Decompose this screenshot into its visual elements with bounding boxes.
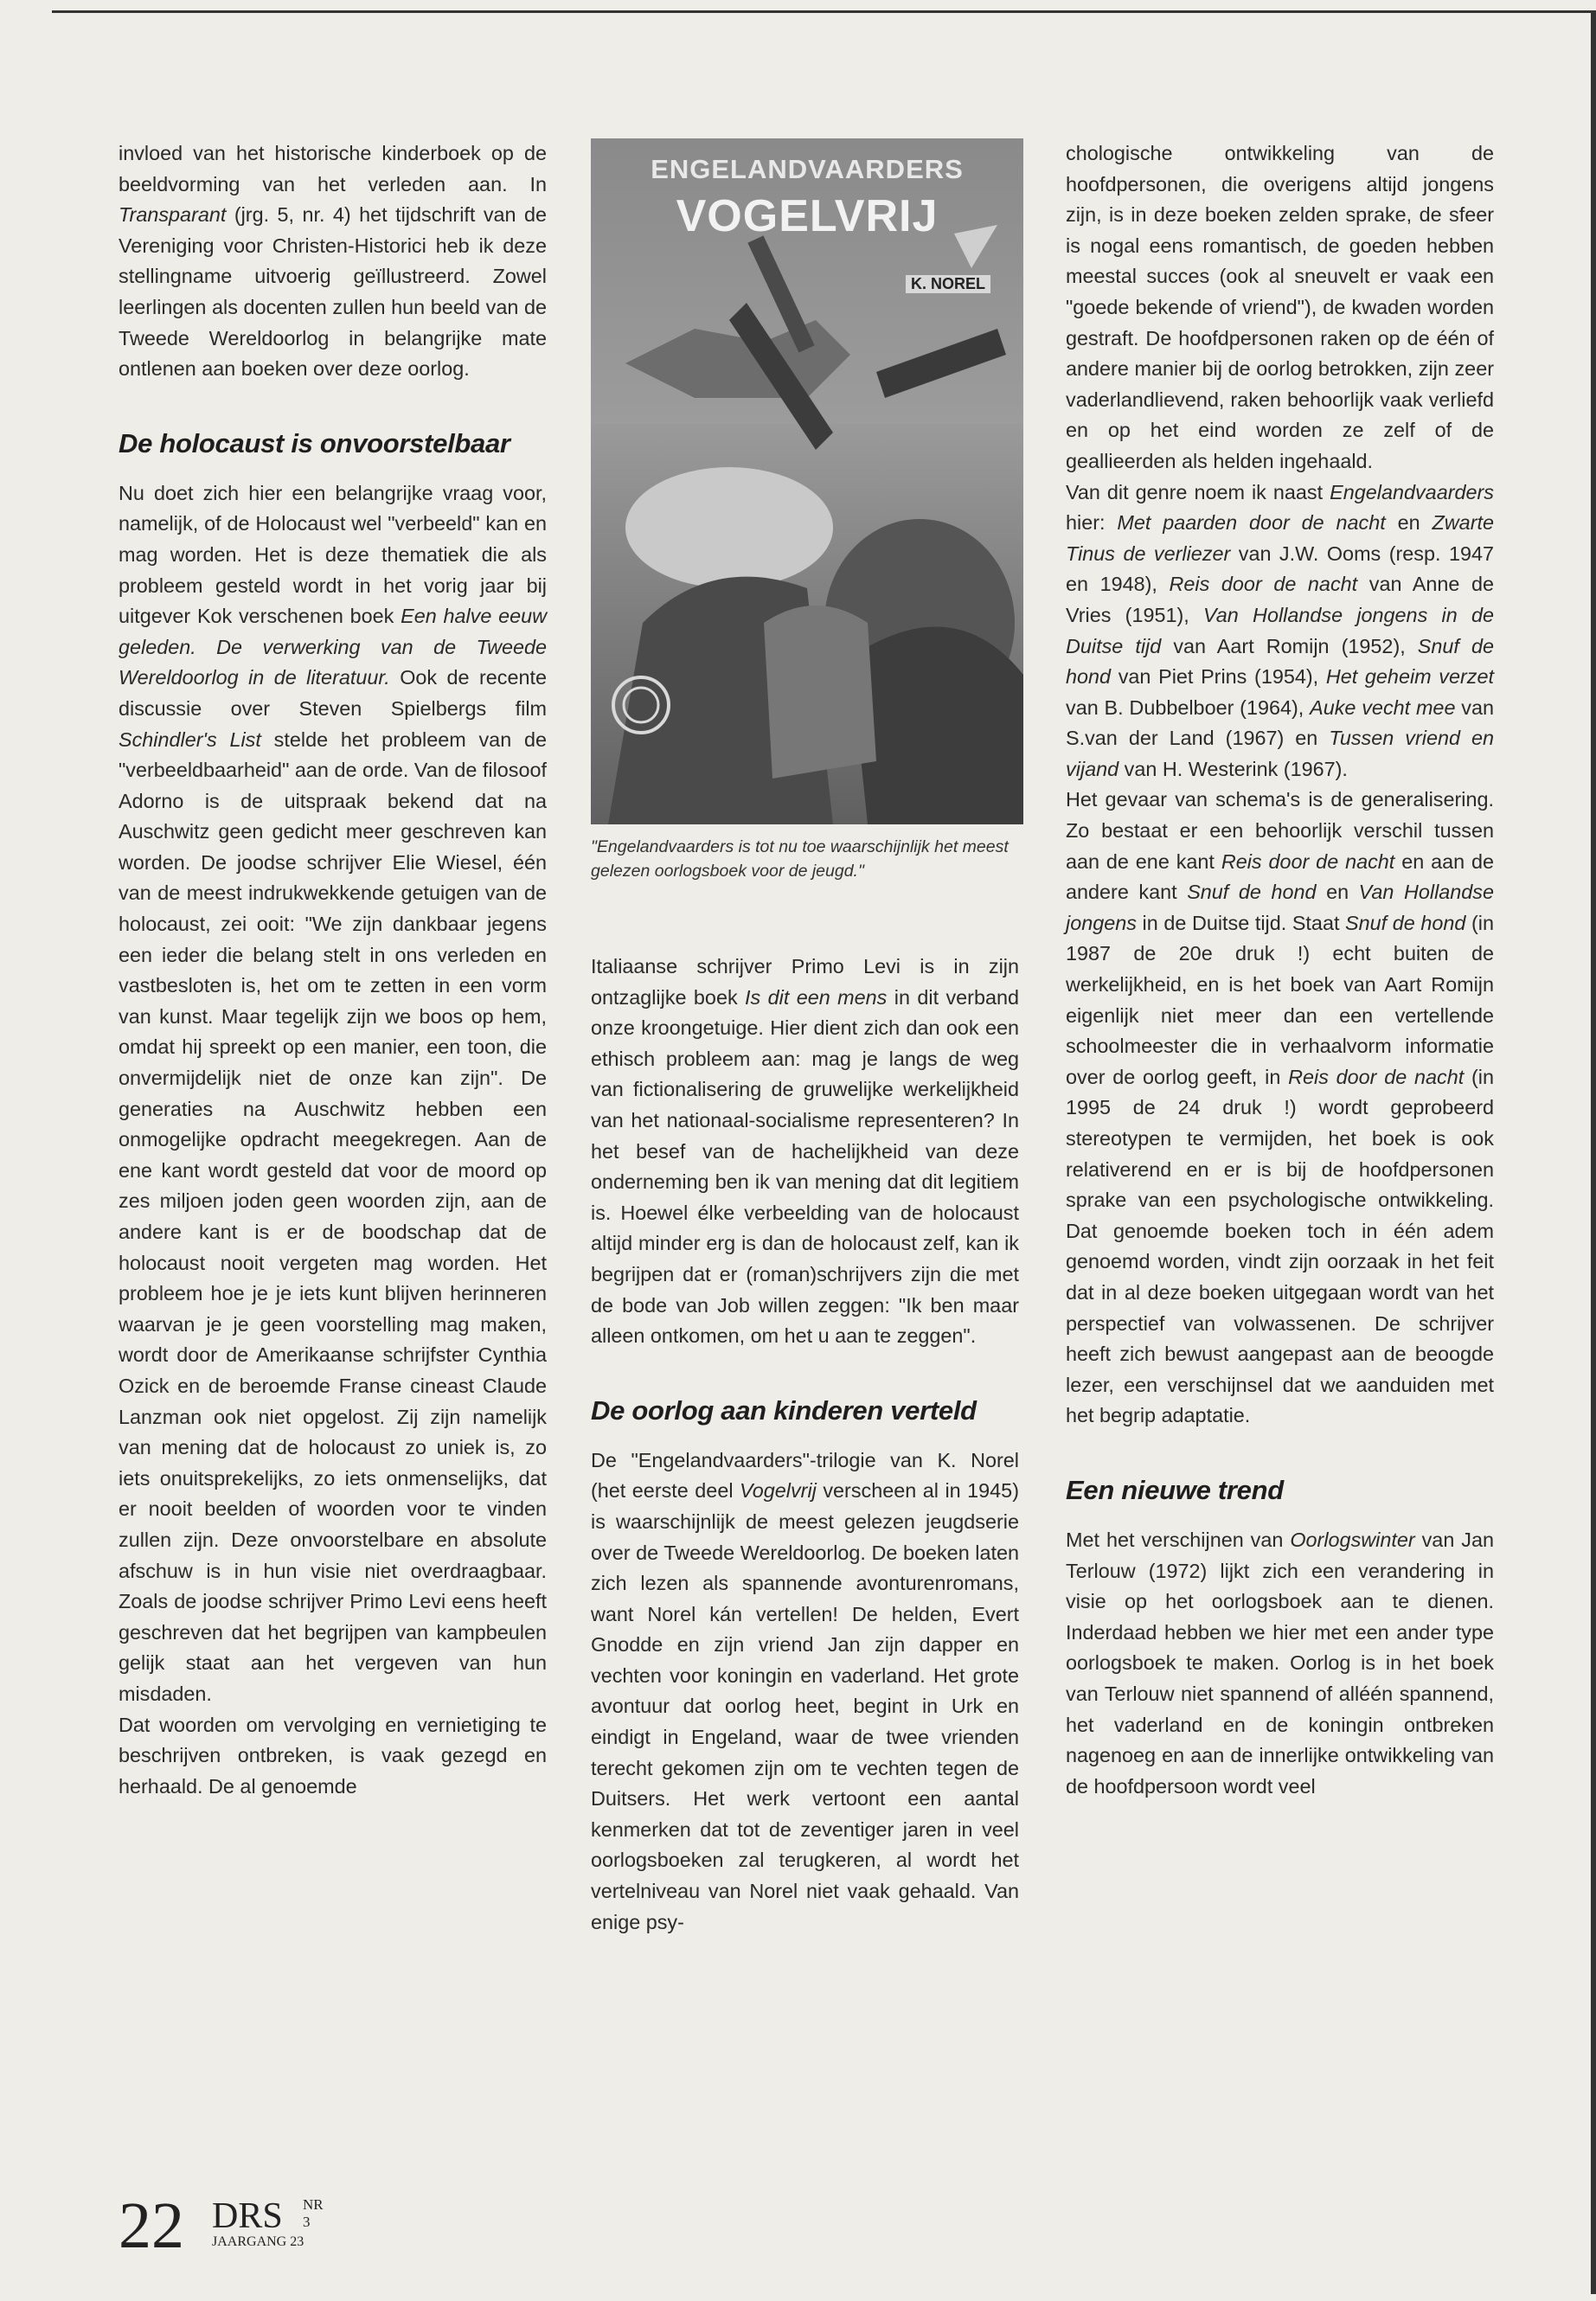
paragraph: Met het verschijnen van Oorlogswinter van Jan Terlouw (1972) lijkt zich een verandering in visie op het oorlogsboek aan te dienen. Inderdaad hebben we hier met een ander type oorlogsboek te maken. Oorlog is in het boek van Terlouw niet spannend of alléén spannend, het vaderland en de koningin ontbreken nagenoeg en aan de innerlijke ontwikkeling van de hoofdpersoon wordt veel — [1066, 1528, 1494, 1798]
paragraph: Het gevaar van schema's is de generalisering. Zo bestaat er een behoorlijk verschil tussen aan de ene kant Reis door de nacht en aan de andere kant Snuf de hond en Van Hollandse jongens in de Duitse tijd. Staat Snuf de hond (in 1987 de 20e druk !) echt buiten de werkelijkheid, en is het boek van Aart Romijn eigenlijk niet meer dan een vertellende schoolmeester die in verhaalvorm informatie over de oorlog geeft, in Reis door de nacht (in 1995 de 24 druk !) wordt geprobeerd stereotypen te vermijden, het boek is ook relativerend en er is bij de hoofdpersonen sprake van een psychologische ontwikkeling. Dat genoemde boeken toch in één adem genoemd worden, vindt zijn oorzaak in het feit dat in al deze boeken uitgegaan wordt van het perspectief van volwassenen. De schrijver heeft zich bewust aangepast aan de beoogde lezer, een verschijnsel dat we aanduiden met het begrip adaptatie. — [1066, 788, 1495, 1427]
paragraph: Italiaanse schrijver Primo Levi is in zijn ontzaglijke boek Is dit een mens in dit verband onze kroongetuige. Hier dient zich dan ook een ethisch probleem aan: mag je langs de weg van fictionalisering de gruwelijke werkelijkheid van het nationaal-socialisme representeren? In het besef van de hachelijkheid van deze onderneming ben ik van mening dat dit legitiem is. Hoewel élke verbeelding van de holocaust altijd minder erg is dan de holocaust zelf, kan ik begrijpen dat er (roman)schrijvers zijn die met de bode van Job willen zeggen: "Ik ben maar alleen ontkomen, om het u aan te zeggen". — [591, 955, 1020, 1348]
magazine-name: DRS — [212, 2196, 283, 2236]
paragraph: chologische ontwikkeling van de hoofdpersonen, die overigens altijd jongens zijn, is in deze boeken zelden sprake, de sfeer is nogal eens romantisch, de goeden hebben meestal succes (ook al sneuvelt er vaak een "goede bekende of vriend"), de kwaden worden gestraft. De hoofdpersonen raken op de één of andere manier bij de oorlog betrokken, zijn zeer vaderlandlievend, raken behoorlijk vaak verliefd en op het eind worden ze zelf of de geallieerden als helden ingehaald. — [1066, 142, 1494, 472]
section-heading-kinderen: De oorlog aan kinderen verteld — [591, 1394, 977, 1426]
issue-number: NR 3 — [303, 2196, 324, 2230]
column-left — [119, 138, 547, 1802]
column-middle — [591, 952, 1019, 1938]
right-edge-rule — [1591, 10, 1596, 2294]
top-rule — [52, 10, 1596, 13]
paragraph: Nu doet zich hier een belangrijke vraag voor, namelijk, of de Holocaust wel "verbeeld" kan en mag worden. Het is deze thematiek die als probleem gesteld wordt in het vorig jaar bij uitgever Kok verschenen boek Een halve eeuw geleden. De verwerking van de Tweede Wereldoorlog in de literatuur. Ook de recente discussie over Steven Spielbergs film Schindler's List stelde het probleem van de "verbeeldbaarheid" aan de orde. Van de filosoof Adorno is de uitspraak bekend dat na Auschwitz geen gedicht meer geschreven kan worden. De joodse schrijver Elie Wiesel, één van de meest indrukwekkende getuigen van de holocaust, zei ooit: "We zijn dankbaar jegens een ieder die belang stelt in ons verleden en vastbesloten is, het om te zetten in een vorm van kunst. Maar tegelijk zijn we boos op hem, omdat hij spreekt op een manier, een toon, die onvermijdelijk niet de onze kan zijn". De generaties na Auschwitz hebben een onmogelijke opdracht meegekregen. Aan de ene kant wordt gesteld dat voor de moord op zes miljoen joden geen woorden zijn, aan de andere kant is er de boodschap dat de holocaust nooit vergeten mag worden. Het probleem hoe je je iets kunt blijven herinneren waarvan je je geen voorstelling mag maken, wordt door de Amerikaanse schrijfster Cynthia Ozick en de beroemde Franse cineast Claude Lanzman ook niet opgelost. Zij zijn namelijk van mening dat de holocaust zo uniek is, zo iets onuitsprekelijks, zo iets onmenselijks, dat er nooit beelden of woorden voor te vinden zullen zijn. Deze onvoorstelbare en absolute afschuw is in hun visie niet overdraagbaar. Zoals de joodse schrijver Primo Levi eens heeft geschreven dat het begrijpen van kampbeulen gelijk staat aan het vergeven van hun misdaden. — [119, 481, 548, 1705]
column-right — [1066, 138, 1494, 1802]
paragraph: Dat woorden om vervolging en vernietiging te beschrijven ontbreken, is vaak gezegd en herhaald. De al genoemde — [119, 1713, 547, 1798]
section-heading-holocaust: De holocaust is onvoorstelbaar — [119, 427, 510, 458]
paragraph: Van dit genre noem ik naast Engelandvaarders hier: Met paarden door de nacht en Zwarte Tinus de verliezer van J.W. Ooms (resp. 1947 en 1948), Reis door de nacht van Anne de Vries (1951), Van Hollandse jongens in de Duitse tijd van Aart Romijn (1952), Snuf de hond van Piet Prins (1954), Het geheim verzet van B. Dubbelboer (1964), Auke vecht mee van S.van der Land (1967) en Tussen vriend en vijand van H. Westerink (1967). — [1066, 480, 1495, 780]
paragraph: invloed van het historische kinderboek op de beeldvorming van het verleden aan. In Transparant (jrg. 5, nr. 4) het tijdschrift van de Vereniging voor Christen-Historici heb ik deze stellingname uitvoerig geïllustreerd. Zowel leerlingen als docenten zullen hun beeld van de Tweede Wereldoorlog in belangrijke mate ontlenen aan boeken over deze oorlog. — [119, 142, 547, 381]
book-cover-image — [591, 138, 1023, 824]
section-heading-trend: Een nieuwe trend — [1066, 1474, 1284, 1505]
page-number: 22 — [119, 2189, 184, 2262]
cover-book-title: VOGELVRIJ — [676, 191, 939, 241]
paragraph: De "Engelandvaarders"-trilogie van K. Norel (het eerste deel Vogelvrij verscheen al in 1945) is waarschijnlijk de meest gelezen jeugdserie over de Tweede Wereldoorlog. De boeken laten zich lezen als spannende avonturenromans, want Norel kán vertellen! De helden, Evert Gnodde en zijn vriend Jan zijn dapper en vechten voor koningin en vaderland. Het grote avontuur dat oorlog heet, begint in Urk en eindigt in Engeland, waar de twee vrienden terecht gekomen zijn om te vechten tegen de Duitsers. Het werk vertoont een aantal kenmerken dat tot de zeventiger jaren in veel oorlogsboeken zal terugkeren, al wordt het vertelniveau van Norel niet vaak gehaald. Van enige psy- — [591, 1448, 1019, 1933]
cover-author: K. NOREL — [906, 275, 990, 293]
volume-label: JAARGANG 23 — [212, 2234, 304, 2249]
figure-caption: "Engelandvaarders is tot nu toe waarschijnlijk het meest gelezen oorlogsboek voor de jeugd." — [591, 837, 1009, 881]
cover-series-title: ENGELANDVAARDERS — [651, 154, 964, 184]
